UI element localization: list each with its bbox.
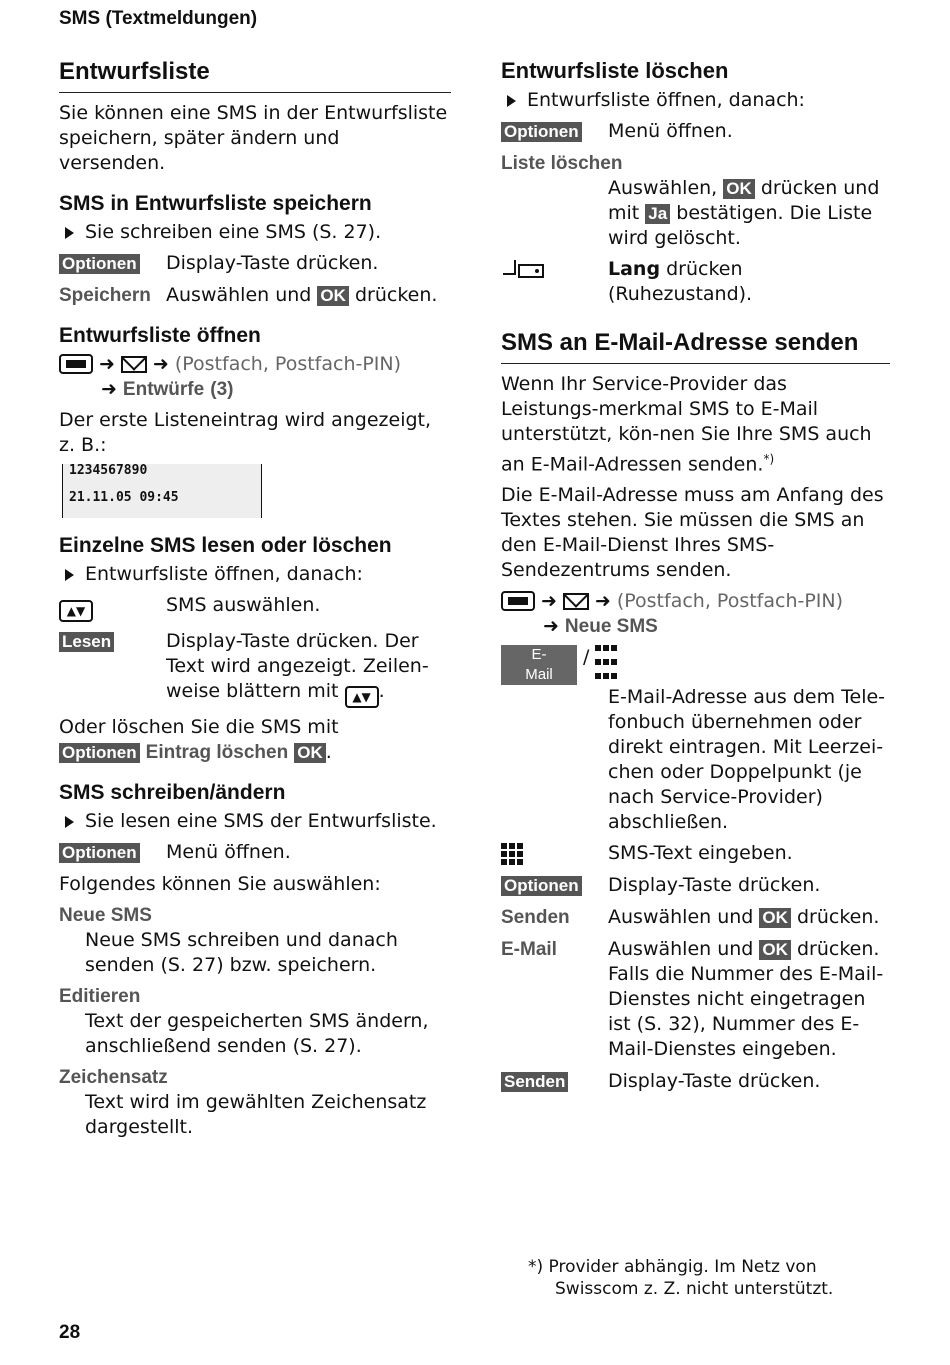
step-text: Menü öffnen. bbox=[166, 841, 291, 863]
nav-path: ➜ ➜ (Postfach, Postfach-PIN) ➜ Neue SMS bbox=[501, 589, 890, 639]
lang-label: Lang bbox=[608, 258, 661, 280]
separator: / bbox=[583, 646, 590, 669]
heading-delete-list: Entwurfsliste löschen bbox=[501, 58, 729, 83]
lesen-key: Lesen bbox=[59, 632, 114, 652]
ok-key: OK bbox=[723, 179, 755, 199]
ok-key: OK bbox=[759, 940, 791, 960]
heading-read-delete: Einzelne SMS lesen oder löschen bbox=[59, 534, 392, 557]
step-text: Auswählen und bbox=[608, 906, 754, 929]
delete-hint: Oder löschen Sie die SMS mit bbox=[59, 716, 339, 738]
step-text: drücken. bbox=[796, 906, 880, 929]
step-text: Display-Taste drücken. bbox=[608, 1070, 821, 1093]
display-datetime: 21.11.05 09:45 bbox=[69, 490, 179, 505]
bullet-delete-list: Entwurfsliste öffnen, danach: bbox=[501, 88, 890, 113]
step-text: Menü öffnen. bbox=[608, 120, 733, 142]
step-text: drücken und mit bbox=[608, 177, 880, 224]
step-text: Display-Taste drücken. Der Text wird angezeigt. Zeilen-weise blättern mit bbox=[166, 630, 429, 702]
keypad-icon bbox=[595, 645, 617, 685]
footnote-ref: *) bbox=[763, 452, 775, 466]
step-row bbox=[59, 840, 451, 865]
step-row bbox=[501, 937, 890, 1062]
ok-key: OK bbox=[317, 286, 349, 306]
optionen-key: Optionen bbox=[59, 743, 140, 763]
left-column bbox=[59, 58, 451, 1146]
ok-key: OK bbox=[759, 908, 791, 928]
right-column bbox=[501, 58, 890, 1101]
step-text: drücken. bbox=[354, 284, 438, 306]
option-desc: Text wird im gewählten Zeichensatz dargestellt. bbox=[85, 1091, 427, 1138]
optionen-key: Optionen bbox=[501, 122, 582, 142]
option-desc bbox=[501, 176, 890, 251]
menu-option-eintrag-loeschen: Eintrag löschen bbox=[145, 742, 289, 763]
nav-path: ➜ ➜ (Postfach, Postfach-PIN) ➜ Entwürfe (3) bbox=[59, 352, 451, 402]
message-key-icon bbox=[501, 591, 535, 611]
step-row bbox=[501, 1069, 890, 1094]
option-desc: Text der gespeicherten SMS ändern, anschließend senden (S. 27). bbox=[85, 1010, 429, 1057]
footnote-mark: *) bbox=[528, 1257, 544, 1277]
menu-option-senden: Senden bbox=[501, 907, 570, 929]
keypad-icon bbox=[501, 843, 523, 865]
optionen-key: Optionen bbox=[59, 254, 140, 274]
step-row: Lesen Display-Taste drücken. Der Text wird angezeigt. Zeilen-weise blättern mit ▲▼ . bbox=[59, 629, 451, 708]
intro-text: Sie können eine SMS in der Entwurfsliste speichern, später ändern und versenden. bbox=[59, 102, 448, 174]
display-hint: Der erste Listeneintrag wird angezeigt, z. B.: bbox=[59, 409, 432, 456]
step-row bbox=[501, 119, 890, 144]
footnote bbox=[528, 1256, 833, 1300]
optionen-key: Optionen bbox=[501, 876, 582, 896]
menu-option-email: E-Mail bbox=[501, 939, 557, 961]
heading-save: SMS in Entwurfsliste speichern bbox=[59, 192, 372, 215]
step-text: SMS auswählen. bbox=[166, 594, 321, 616]
section-title-entwurfsliste: Entwurfsliste bbox=[59, 58, 451, 93]
ok-key: OK bbox=[294, 743, 326, 763]
options-intro: Folgendes können Sie auswählen: bbox=[59, 873, 381, 895]
footnote-text: Swisscom z. Z. nicht unterstützt. bbox=[555, 1279, 834, 1299]
ja-key: Ja bbox=[645, 204, 670, 224]
end-call-key-icon bbox=[501, 257, 545, 281]
optionen-key: Optionen bbox=[59, 843, 140, 863]
option-desc: Neue SMS schreiben und danach senden (S. 27) bzw. speichern. bbox=[85, 929, 398, 976]
paragraph-text: Wenn Ihr Service-Provider das Leistungs-merkmal SMS to E-Mail unterstützt, kön-nen Sie Ihre SMS auch an E-Mail-Adressen senden. bbox=[501, 373, 872, 476]
message-key-icon bbox=[59, 354, 93, 374]
step-row bbox=[501, 905, 890, 930]
step-text: Display-Taste drücken. bbox=[166, 252, 379, 274]
bullet-write: Sie lesen eine SMS der Entwurfsliste. bbox=[59, 809, 451, 834]
bullet-read: Entwurfsliste öffnen, danach: bbox=[59, 562, 451, 587]
page-header: SMS (Textmeldungen) bbox=[59, 8, 258, 29]
page-number: 28 bbox=[59, 1322, 81, 1343]
step-text: Auswählen und bbox=[608, 938, 754, 961]
step-row bbox=[501, 873, 890, 898]
step-row bbox=[501, 841, 890, 866]
step-row bbox=[501, 257, 890, 307]
display-number: 1234567890 bbox=[69, 463, 148, 478]
footnote-text: Provider abhängig. Im Netz von bbox=[548, 1257, 817, 1277]
menu-option-zeichensatz: Zeichensatz bbox=[59, 1067, 168, 1088]
step-row bbox=[59, 283, 451, 308]
email-info: Die E-Mail-Adresse muss am Anfang des Textes stehen. Sie müssen die SMS an den E-Mail-Dienst Ihres SMS-Sendezentrums senden. bbox=[501, 484, 884, 582]
navigation-key-icon: ▲▼ bbox=[345, 686, 379, 708]
menu-option-speichern: Speichern bbox=[59, 285, 151, 306]
display-example bbox=[62, 464, 262, 518]
step-text: SMS-Text eingeben. bbox=[608, 842, 793, 865]
step-text: Display-Taste drücken. bbox=[608, 874, 821, 897]
nav-path-text: (Postfach, Postfach-PIN) bbox=[616, 590, 844, 613]
step-row bbox=[501, 645, 890, 685]
envelope-icon bbox=[121, 356, 147, 373]
bullet-save: Sie schreiben eine SMS (S. 27). bbox=[59, 220, 451, 245]
step-text: Auswählen und bbox=[166, 284, 312, 306]
heading-open: Entwurfsliste öffnen bbox=[59, 324, 261, 347]
step-row bbox=[59, 593, 451, 622]
step-text: drücken. Falls die Nummer des E-Mail-Dienstes nicht eingetragen ist (S. 32), Nummer des E-Mail-Dienstes eingeben. bbox=[608, 938, 884, 1061]
menu-option-neue-sms: Neue SMS bbox=[564, 616, 658, 638]
email-intro bbox=[501, 372, 890, 477]
heading-write-edit: SMS schreiben/ändern bbox=[59, 781, 286, 804]
envelope-icon bbox=[563, 593, 589, 610]
menu-option-neue-sms: Neue SMS bbox=[59, 905, 152, 926]
navigation-key-icon: ▲▼ bbox=[59, 600, 93, 622]
delete-sequence: Optionen Eintrag löschen OK . bbox=[59, 740, 451, 765]
step-text: bestätigen. Die Liste wird gelöscht. bbox=[608, 202, 873, 249]
nav-path-text: (Postfach, Postfach-PIN) bbox=[174, 353, 402, 375]
heading-email: SMS an E-Mail-Adresse senden bbox=[501, 329, 890, 364]
menu-option-editieren: Editieren bbox=[59, 986, 141, 1007]
email-softkey: E-Mail bbox=[501, 645, 577, 685]
step-text: Auswählen, bbox=[608, 177, 718, 199]
menu-option-entwuerfe: Entwürfe bbox=[122, 379, 205, 400]
step-text: drücken (Ruhezustand). bbox=[608, 258, 753, 305]
draft-count: (3) bbox=[210, 379, 234, 400]
senden-key: Senden bbox=[501, 1072, 568, 1092]
step-row bbox=[59, 251, 451, 276]
option-desc: E-Mail-Adresse aus dem Tele-fonbuch übernehmen oder direkt eintragen. Mit Leerzei-chen oder Doppelpunkt (je nach Service-Provider) abschließen. bbox=[608, 686, 886, 834]
menu-option-liste-loeschen: Liste löschen bbox=[501, 153, 623, 174]
